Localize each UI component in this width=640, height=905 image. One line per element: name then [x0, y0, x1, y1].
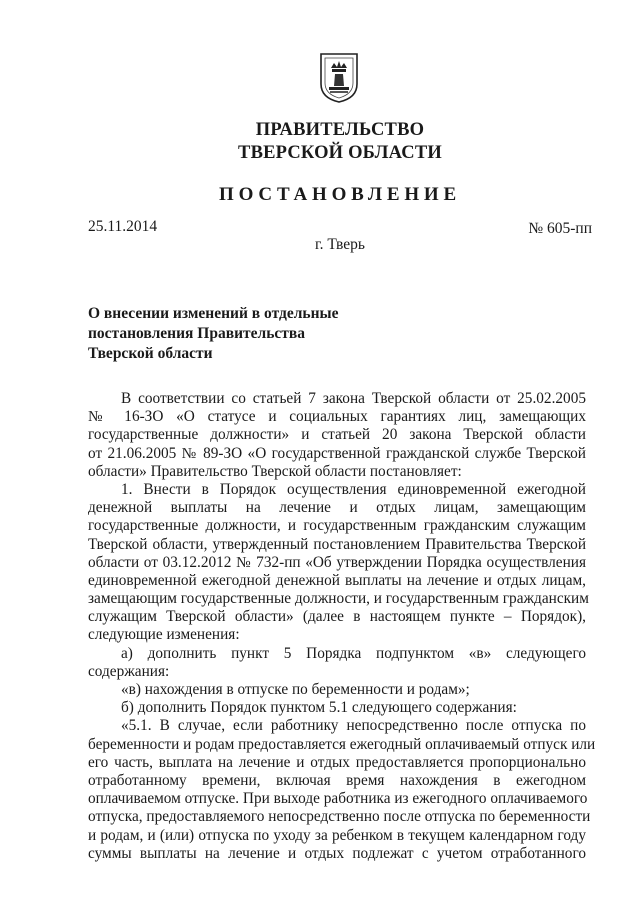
document-city: г. Тверь [315, 236, 365, 253]
document-body [88, 390, 596, 863]
body-line: и родам, и (или) отпуска по уходу за ребенком в текущем календарном году [88, 826, 586, 844]
body-line: государственные должности» и статьей 20 закона Тверской области [88, 426, 586, 444]
body-line: а) дополнить пункт 5 Порядка подпунктом «в» следующего [121, 644, 586, 662]
body-line: № 16-ЗО «О статусе и социальных гарантиях лиц, замещающих [88, 408, 586, 426]
document-subject [88, 304, 339, 364]
government-title-line2: ТВЕРСКОЙ ОБЛАСТИ [238, 143, 442, 163]
body-line: государственные должности, и государственным гражданским служащим [88, 517, 586, 535]
body-line: от 21.06.2005 № 89-ЗО «О государственной гражданской службе Тверской [88, 444, 586, 462]
body-line: области» Правительство Тверской области постановляет: [88, 462, 462, 480]
body-line: его часть, выплата на лечение и отдых предоставляется пропорционально [88, 753, 586, 771]
body-line: содержания: [88, 662, 170, 680]
body-line: «5.1. В случае, если работнику непосредственно после отпуска по [121, 717, 586, 735]
document-date: 25.11.2014 [88, 218, 158, 235]
body-line: б) дополнить Порядок пунктом 5.1 следующего содержания: [121, 699, 517, 717]
body-line: области от 03.12.2012 № 732-пп «Об утверждении Порядка осуществления [88, 553, 586, 571]
document-type-heading: ПОСТАНОВЛЕНИЕ [219, 184, 461, 205]
body-line: беременности и родам предоставляется ежегодный оплачиваемый отпуск или [88, 735, 596, 753]
body-line: оплачиваемом отпуске. При выходе работника из ежегодного оплачиваемого [88, 790, 588, 808]
subject-line: постановления Правительства [88, 325, 305, 342]
coat-of-arms-icon [318, 52, 360, 104]
body-line: В соответствии со статьей 7 закона Тверской области от 25.02.2005 [121, 390, 586, 407]
body-line: отпуска, предоставляемого непосредственно после отпуска по беременности [88, 808, 591, 826]
government-title-line1: ПРАВИТЕЛЬСТВО [255, 120, 425, 140]
body-line: 1. Внести в Порядок осуществления единовременной ежегодной [121, 480, 586, 498]
body-line: «в) нахождения в отпуске по беременности и родам»; [121, 681, 470, 698]
body-line: денежной выплаты на лечение и отдых лицам, замещающим [88, 499, 586, 517]
body-line: служащим Тверской области» (далее в настоящем пункте – Порядок), [88, 608, 586, 626]
subject-line: Тверской области [88, 345, 213, 362]
body-line: следующие изменения: [88, 626, 240, 644]
subject-line: О внесении изменений в отдельные [88, 305, 339, 322]
body-line: отработанному времени, включая время нахождения в ежегодном [88, 771, 586, 789]
body-line: замещающим государственные должности, и государственным гражданским [88, 590, 589, 608]
body-line: единовременной ежегодной денежной выплаты на лечение и отдых лицам, [88, 571, 586, 589]
body-line: суммы выплаты на лечение и отдых подлежат с учетом отработанного [88, 844, 586, 862]
document-number: № 605-пп [528, 220, 592, 237]
body-line: Тверской области, утвержденный постановлением Правительства Тверской [88, 535, 586, 553]
